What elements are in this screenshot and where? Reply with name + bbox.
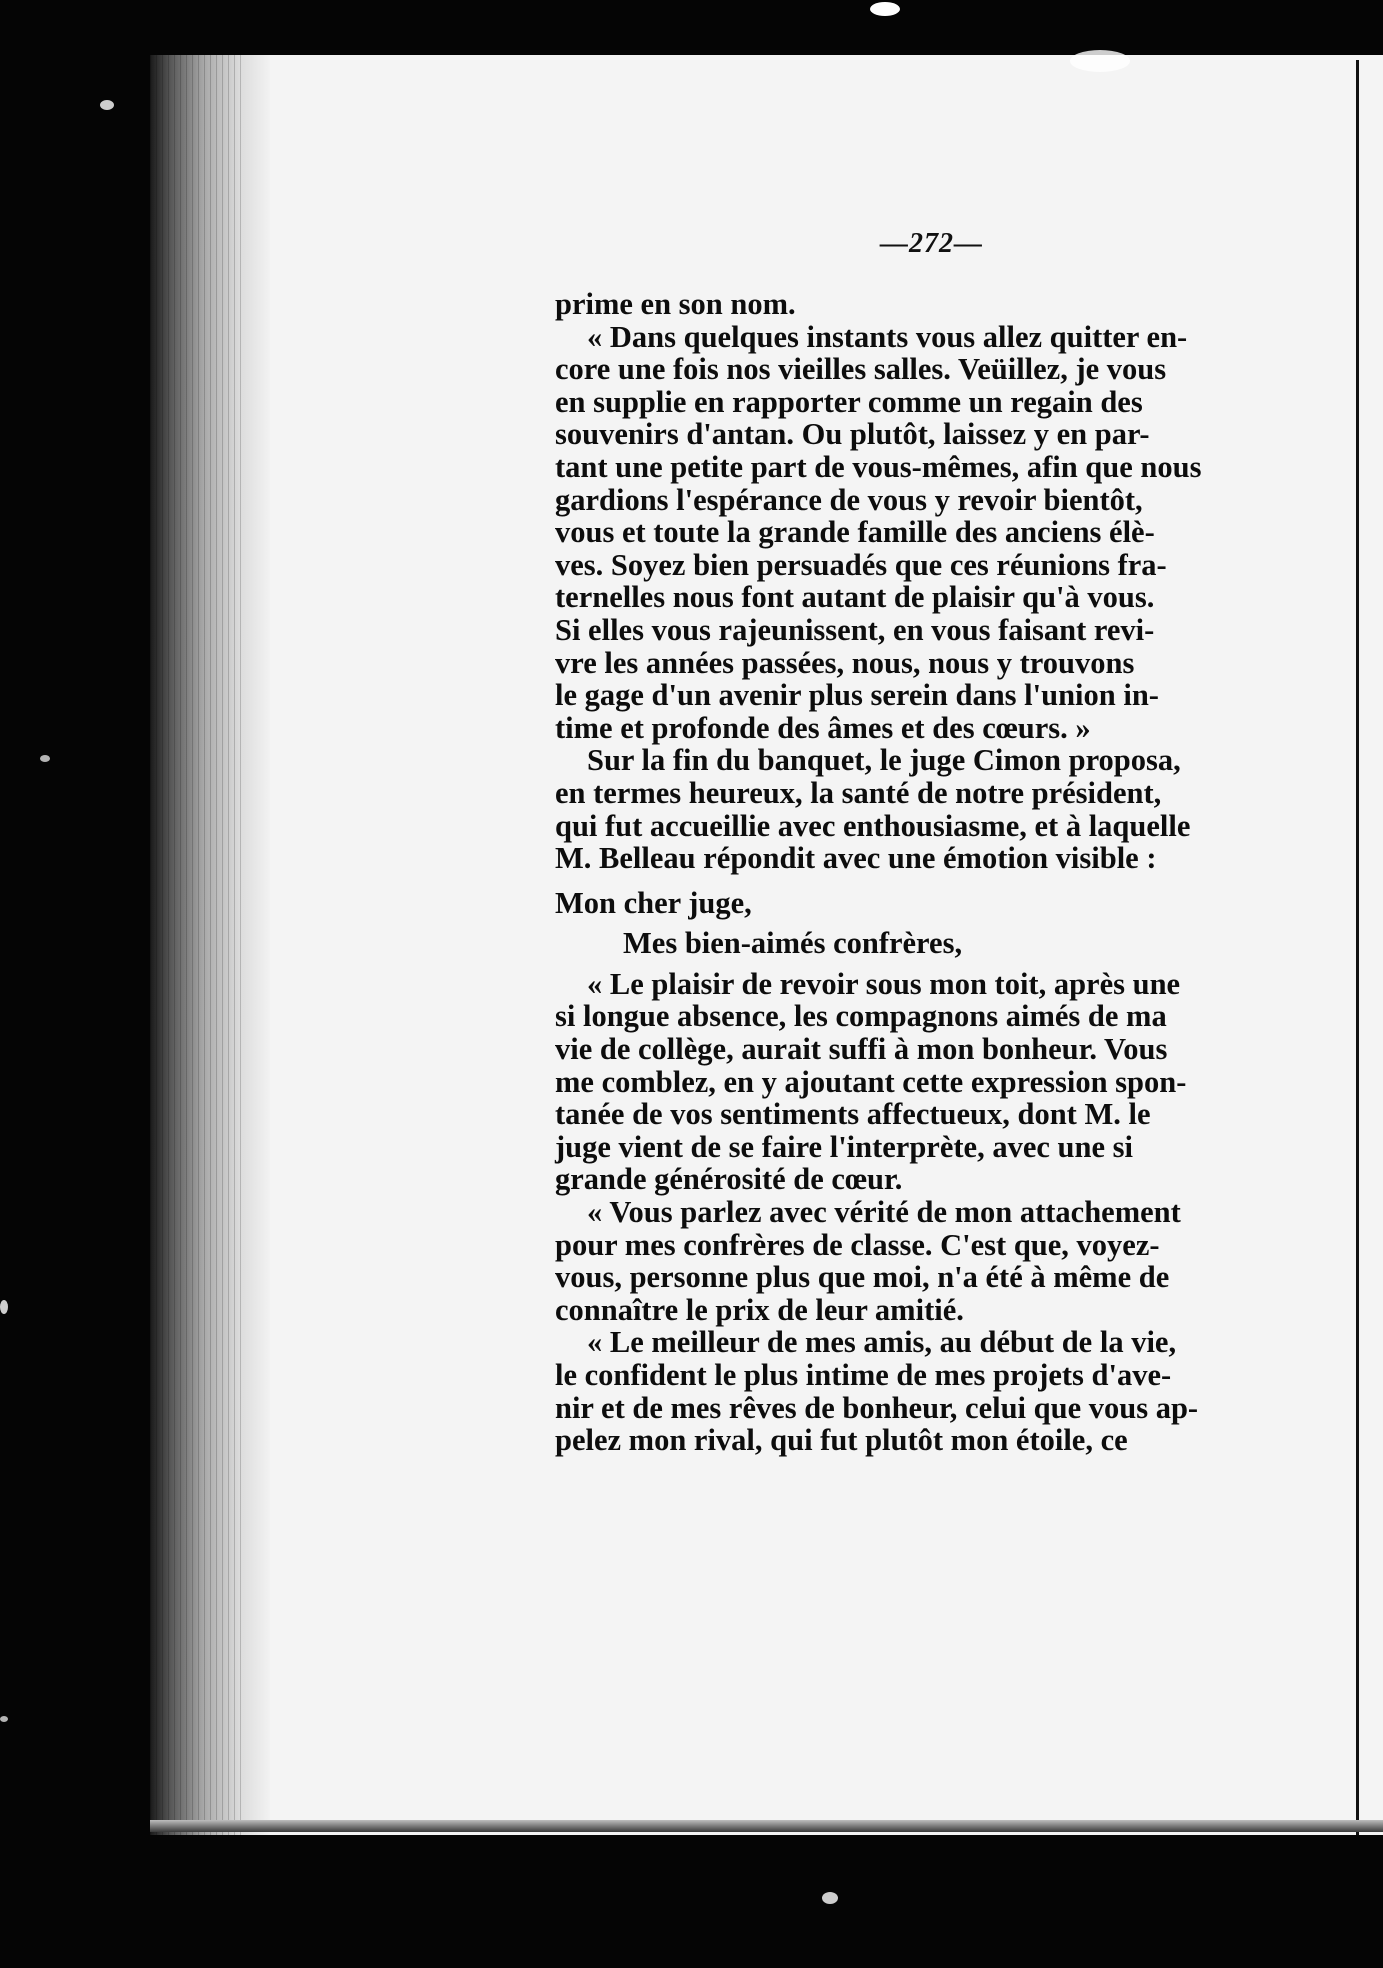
salutation: Mon cher juge,	[555, 885, 752, 920]
body-text	[555, 288, 1263, 1457]
text-line: prime en son nom.	[555, 287, 796, 321]
page-bottom-edge	[150, 1820, 1383, 1832]
dust-speck	[0, 1300, 8, 1314]
book-spine-page-edges	[150, 55, 245, 1835]
page-number: —272—	[880, 228, 983, 259]
dust-speck	[822, 1892, 838, 1904]
dust-speck	[1070, 50, 1130, 72]
text-line: en supplie en rapporter comme un regain des	[555, 384, 1143, 419]
text-line: qui fut accueillie avec enthousiasme, et à laquelle	[555, 808, 1191, 843]
page-right-edge	[1356, 60, 1359, 1835]
salutation-confreres: Mes bien-aimés confrères,	[623, 926, 963, 961]
text-line: grande générosité de cœur.	[555, 1162, 903, 1197]
text-line: « Le meilleur de mes amis, au début de la vie,	[587, 1325, 1177, 1360]
text-line: ves. Soyez bien persuadés que ces réunions fra-	[555, 547, 1167, 582]
text-line: vous et toute la grande famille des anciens élè-	[555, 515, 1155, 550]
text-line: core une fois nos vieilles salles. Veüillez, je vous	[555, 352, 1167, 387]
text-line: ternelles nous font autant de plaisir qu'à vous.	[555, 580, 1155, 615]
text-line: gardions l'espérance de vous y revoir bientôt,	[555, 482, 1143, 517]
text-line: « Le plaisir de revoir sous mon toit, après une	[587, 966, 1181, 1001]
text-line: juge vient de se faire l'interprète, avec une si	[555, 1129, 1133, 1164]
dust-speck	[0, 1716, 8, 1722]
text-line: tant une petite part de vous-mêmes, afin que nous	[555, 449, 1202, 484]
dust-speck	[40, 755, 50, 762]
text-line: souvenirs d'antan. Ou plutôt, laissez y en par-	[555, 417, 1150, 452]
text-line: Si elles vous rajeunissent, en vous faisant revi-	[555, 612, 1155, 647]
text-line: le confident le plus intime de mes projets d'ave-	[555, 1358, 1172, 1392]
text-line: M. Belleau répondit avec une émotion visible :	[555, 841, 1157, 876]
text-line: le gage d'un avenir plus serein dans l'union in-	[555, 678, 1159, 713]
text-line: time et profonde des âmes et des cœurs. »	[555, 710, 1091, 745]
dust-speck	[870, 2, 900, 16]
text-line: pour mes confrères de classe. C'est que, voyez-	[555, 1227, 1160, 1262]
text-line: « Dans quelques instants vous allez quitter en-	[587, 319, 1188, 354]
text-line: me comblez, en y ajoutant cette expression spon-	[555, 1064, 1187, 1099]
text-line: « Vous parlez avec vérité de mon attachement	[587, 1195, 1181, 1230]
text-line: pelez mon rival, qui fut plutôt mon étoile, ce	[555, 1423, 1128, 1458]
text-line: si longue absence, les compagnons aimés de ma	[555, 999, 1167, 1034]
text-line: vre les années passées, nous, nous y trouvons	[555, 645, 1135, 680]
text-line: Sur la fin du banquet, le juge Cimon proposa,	[587, 743, 1181, 778]
text-line: tanée de vos sentiments affectueux, dont M. le	[555, 1097, 1151, 1132]
text-line: nir et de mes rêves de bonheur, celui que vous ap-	[555, 1390, 1199, 1425]
dust-speck	[100, 100, 114, 110]
text-line: en termes heureux, la santé de notre président,	[555, 775, 1162, 810]
text-line: connaître le prix de leur amitié.	[555, 1292, 964, 1327]
text-line: vie de collège, aurait suffi à mon bonheur. Vous	[555, 1032, 1168, 1067]
text-line: vous, personne plus que moi, n'a été à même de	[555, 1260, 1170, 1295]
